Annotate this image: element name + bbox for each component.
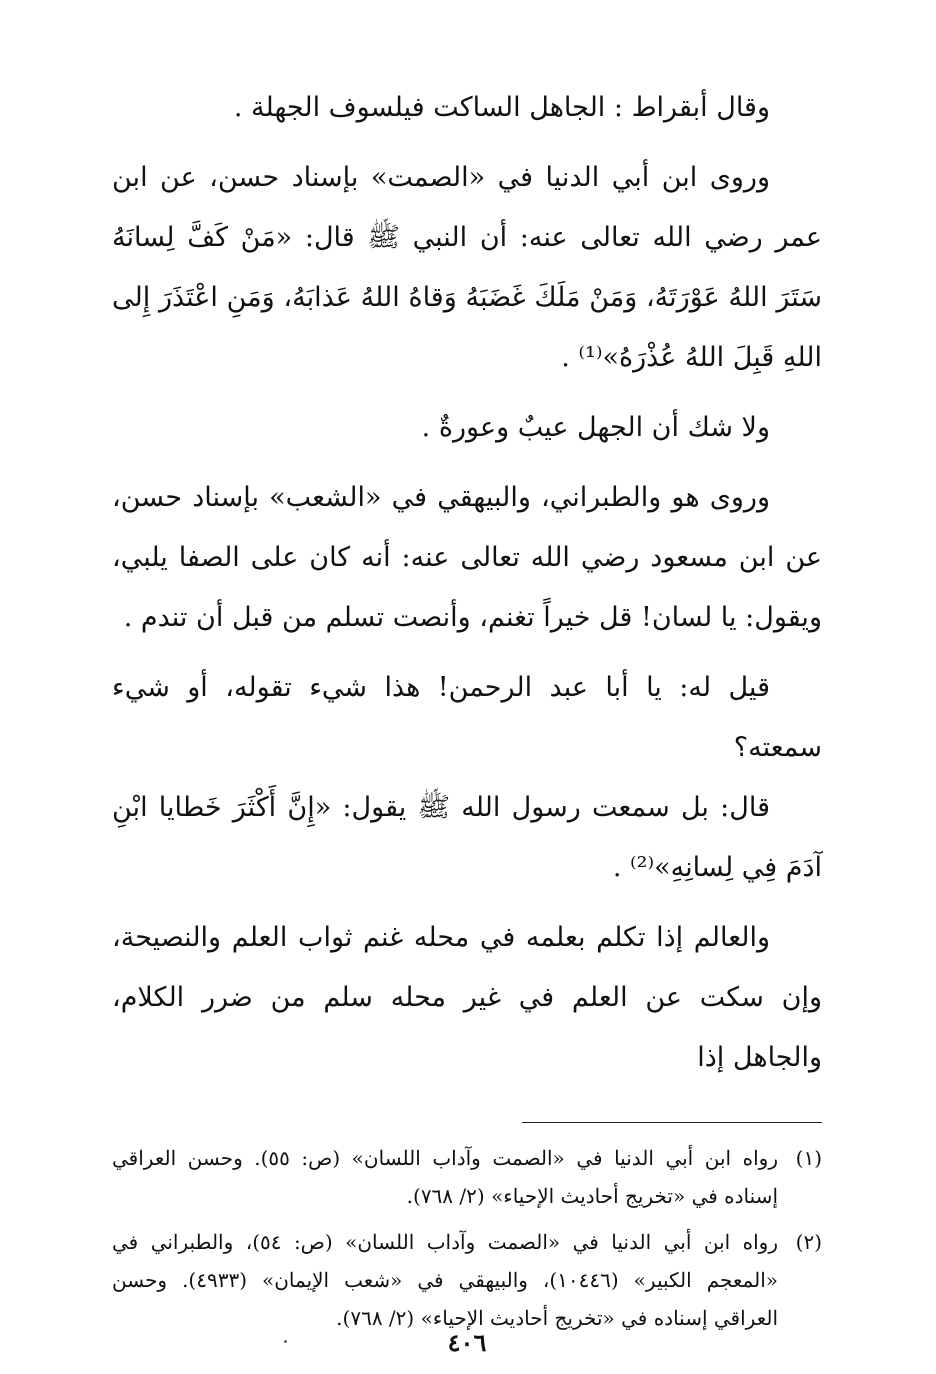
paragraph-ibn-masud-report: وروى هو والطبراني، والبيهقي في «الشعب» بإسناد حسن، عن ابن مسعود رضي الله تعالى عنه: أنه كان على الصفا يلبي، ويقول: يا لسان! قل خيراً تغنم، وأنصت تسلم من قبل أن تندم . (112, 482, 822, 633)
footnote-separator (522, 1122, 822, 1123)
paragraph-ignorance-fault: ولا شك أن الجهل عيبٌ وعورةٌ . (421, 412, 770, 443)
footnote-text: رواه ابن أبي الدنيا في «الصمت وآداب اللسان» (ص: ٥٥). وحسن العراقي إسناده في «تخريج أحاديث الإحياء» (٢/ ٧٦٨). (112, 1146, 778, 1208)
footnote-number: (١) (795, 1146, 822, 1170)
footnote-item (112, 1139, 822, 1215)
paragraph-ibn-umar-hadith: وروى ابن أبي الدنيا في «الصمت» بإسناد حسن، عن ابن عمر رضي الله تعالى عنه: أن النبي ﷺ قال: «مَنْ كَفَّ لِسانَهُ سَتَرَ اللهُ عَوْرَتَهُ، وَمَنْ مَلَكَ غَضَبَهُ وَقاهُ اللهُ عَذابَهُ، وَمَنِ اعْتَذَرَ إِلى اللهِ قَبِلَ اللهُ عُذْرَهُ»⁽¹⁾ . (112, 162, 822, 373)
paragraph-question: قيل له: يا أبا عبد الرحمن! هذا شيء تقوله، أو شيء سمعته؟ (112, 672, 822, 763)
paragraph-answer-hadith: قال: بل سمعت رسول الله ﷺ يقول: «إِنَّ أَكْثَرَ خَطايا ابْنِ آدَمَ فِي لِسانِهِ»⁽²⁾ . (112, 792, 822, 883)
footnote-item (112, 1223, 822, 1337)
footnote-text: رواه ابن أبي الدنيا في «الصمت وآداب اللسان» (ص: ٥٤)، والطبراني في «المعجم الكبير» (١٠٤٤٦)، والبيهقي في «شعب الإيمان» (٤٩٣٣). وحسن العراقي إسناده في «تخريج أحاديث الإحياء» (٢/ ٧٦٨). (112, 1230, 779, 1330)
footnote-number: (٢) (795, 1230, 822, 1254)
footnotes (112, 1139, 822, 1337)
paragraph-hippocrates-quote: وقال أبقراط : الجاهل الساكت فيلسوف الجهلة . (233, 92, 770, 123)
scan-speck (284, 1340, 287, 1343)
document-page (112, 78, 822, 1357)
page-number: ٤٠٦ (447, 1328, 487, 1357)
paragraph-scholar-speech: والعالم إذا تكلم بعلمه في محله غنم ثواب العلم والنصيحة، وإن سكت عن العلم في غير محله سلم من ضرر الكلام، والجاهل إذا (112, 922, 822, 1073)
